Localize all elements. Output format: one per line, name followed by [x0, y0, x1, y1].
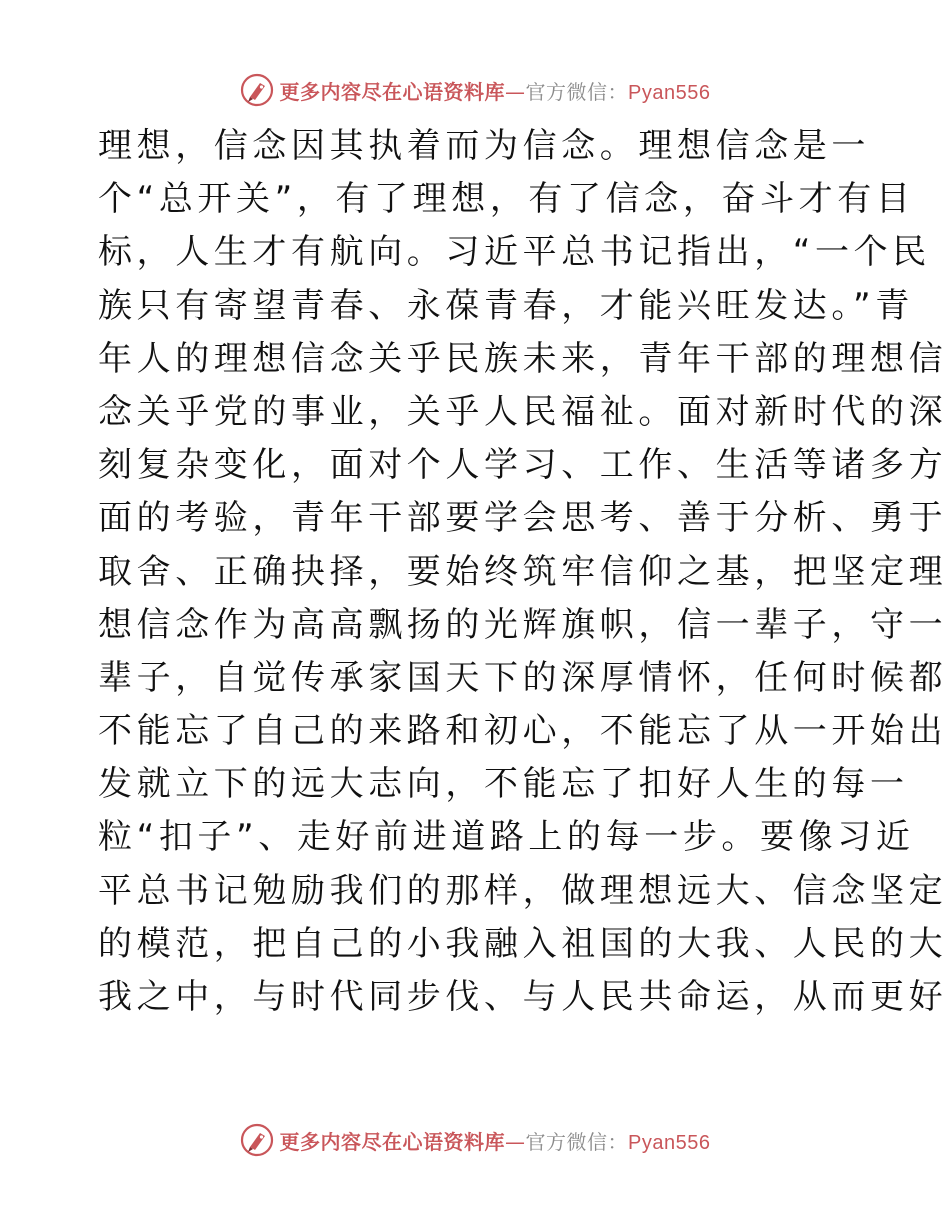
- header-wechat-id: Pyan556: [628, 81, 711, 104]
- body-line: 族只有寄望青春、永葆青春，才能兴旺发达。”青: [98, 285, 914, 326]
- body-line: 发就立下的远大志向，不能忘了扣好人生的每一: [98, 764, 909, 805]
- body-line: 取舍、正确抉择，要始终筑牢信仰之基，把坚定理: [98, 551, 948, 592]
- footer-banner: [0, 1120, 950, 1160]
- header-promo-text: 更多内容尽在心语资料库: [279, 79, 506, 104]
- footer-promo-text: 更多内容尽在心语资料库: [279, 1129, 506, 1154]
- pen-nib-logo-icon: [240, 73, 274, 107]
- header-promo: [280, 76, 711, 105]
- footer-promo: [280, 1126, 711, 1155]
- footer-wechat-id: Pyan556: [628, 1131, 711, 1154]
- body-line: 想信念作为高高飘扬的光辉旗帜，信一辈子，守一: [98, 604, 948, 645]
- body-line: 个“总开关”，有了理想，有了信念，奋斗才有目: [98, 179, 915, 220]
- body-line: 我之中，与时代同步伐、与人民共命运，从而更好: [98, 977, 948, 1017]
- header-dash: —: [505, 79, 526, 104]
- body-line: 年人的理想信念关乎民族未来，青年干部的理想信: [98, 338, 948, 379]
- body-line: 面的考验，青年干部要学会思考、善于分析、勇于: [98, 498, 948, 539]
- body-line: 刻复杂变化，面对个人学习、工作、生活等诸多方: [98, 445, 948, 486]
- body-paragraph: [98, 120, 948, 1024]
- body-line: 标，人生才有航向。习近平总书记指出，“一个民: [98, 232, 931, 273]
- header-banner: [0, 70, 950, 110]
- body-line: 辈子，自觉传承家国天下的深厚情怀，任何时候都: [98, 657, 948, 698]
- body-line: 粒“扣子”、走好前进道路上的每一步。要像习近: [98, 817, 915, 858]
- body-line: 平总书记勉励我们的那样，做理想远大、信念坚定: [98, 870, 948, 911]
- footer-dash: —: [505, 1129, 526, 1154]
- body-line: 的模范，把自己的小我融入祖国的大我、人民的大: [98, 923, 948, 964]
- body-line: 不能忘了自己的来路和初心，不能忘了从一开始出: [98, 711, 948, 752]
- header-wechat-label: 官方微信：: [525, 79, 629, 104]
- footer-wechat-label: 官方微信：: [525, 1129, 629, 1154]
- pen-nib-logo-icon: [240, 1123, 274, 1157]
- body-line: 念关乎党的事业，关乎人民福祉。面对新时代的深: [98, 391, 948, 432]
- body-line: 理想，信念因其执着而为信念。理想信念是一: [98, 126, 870, 166]
